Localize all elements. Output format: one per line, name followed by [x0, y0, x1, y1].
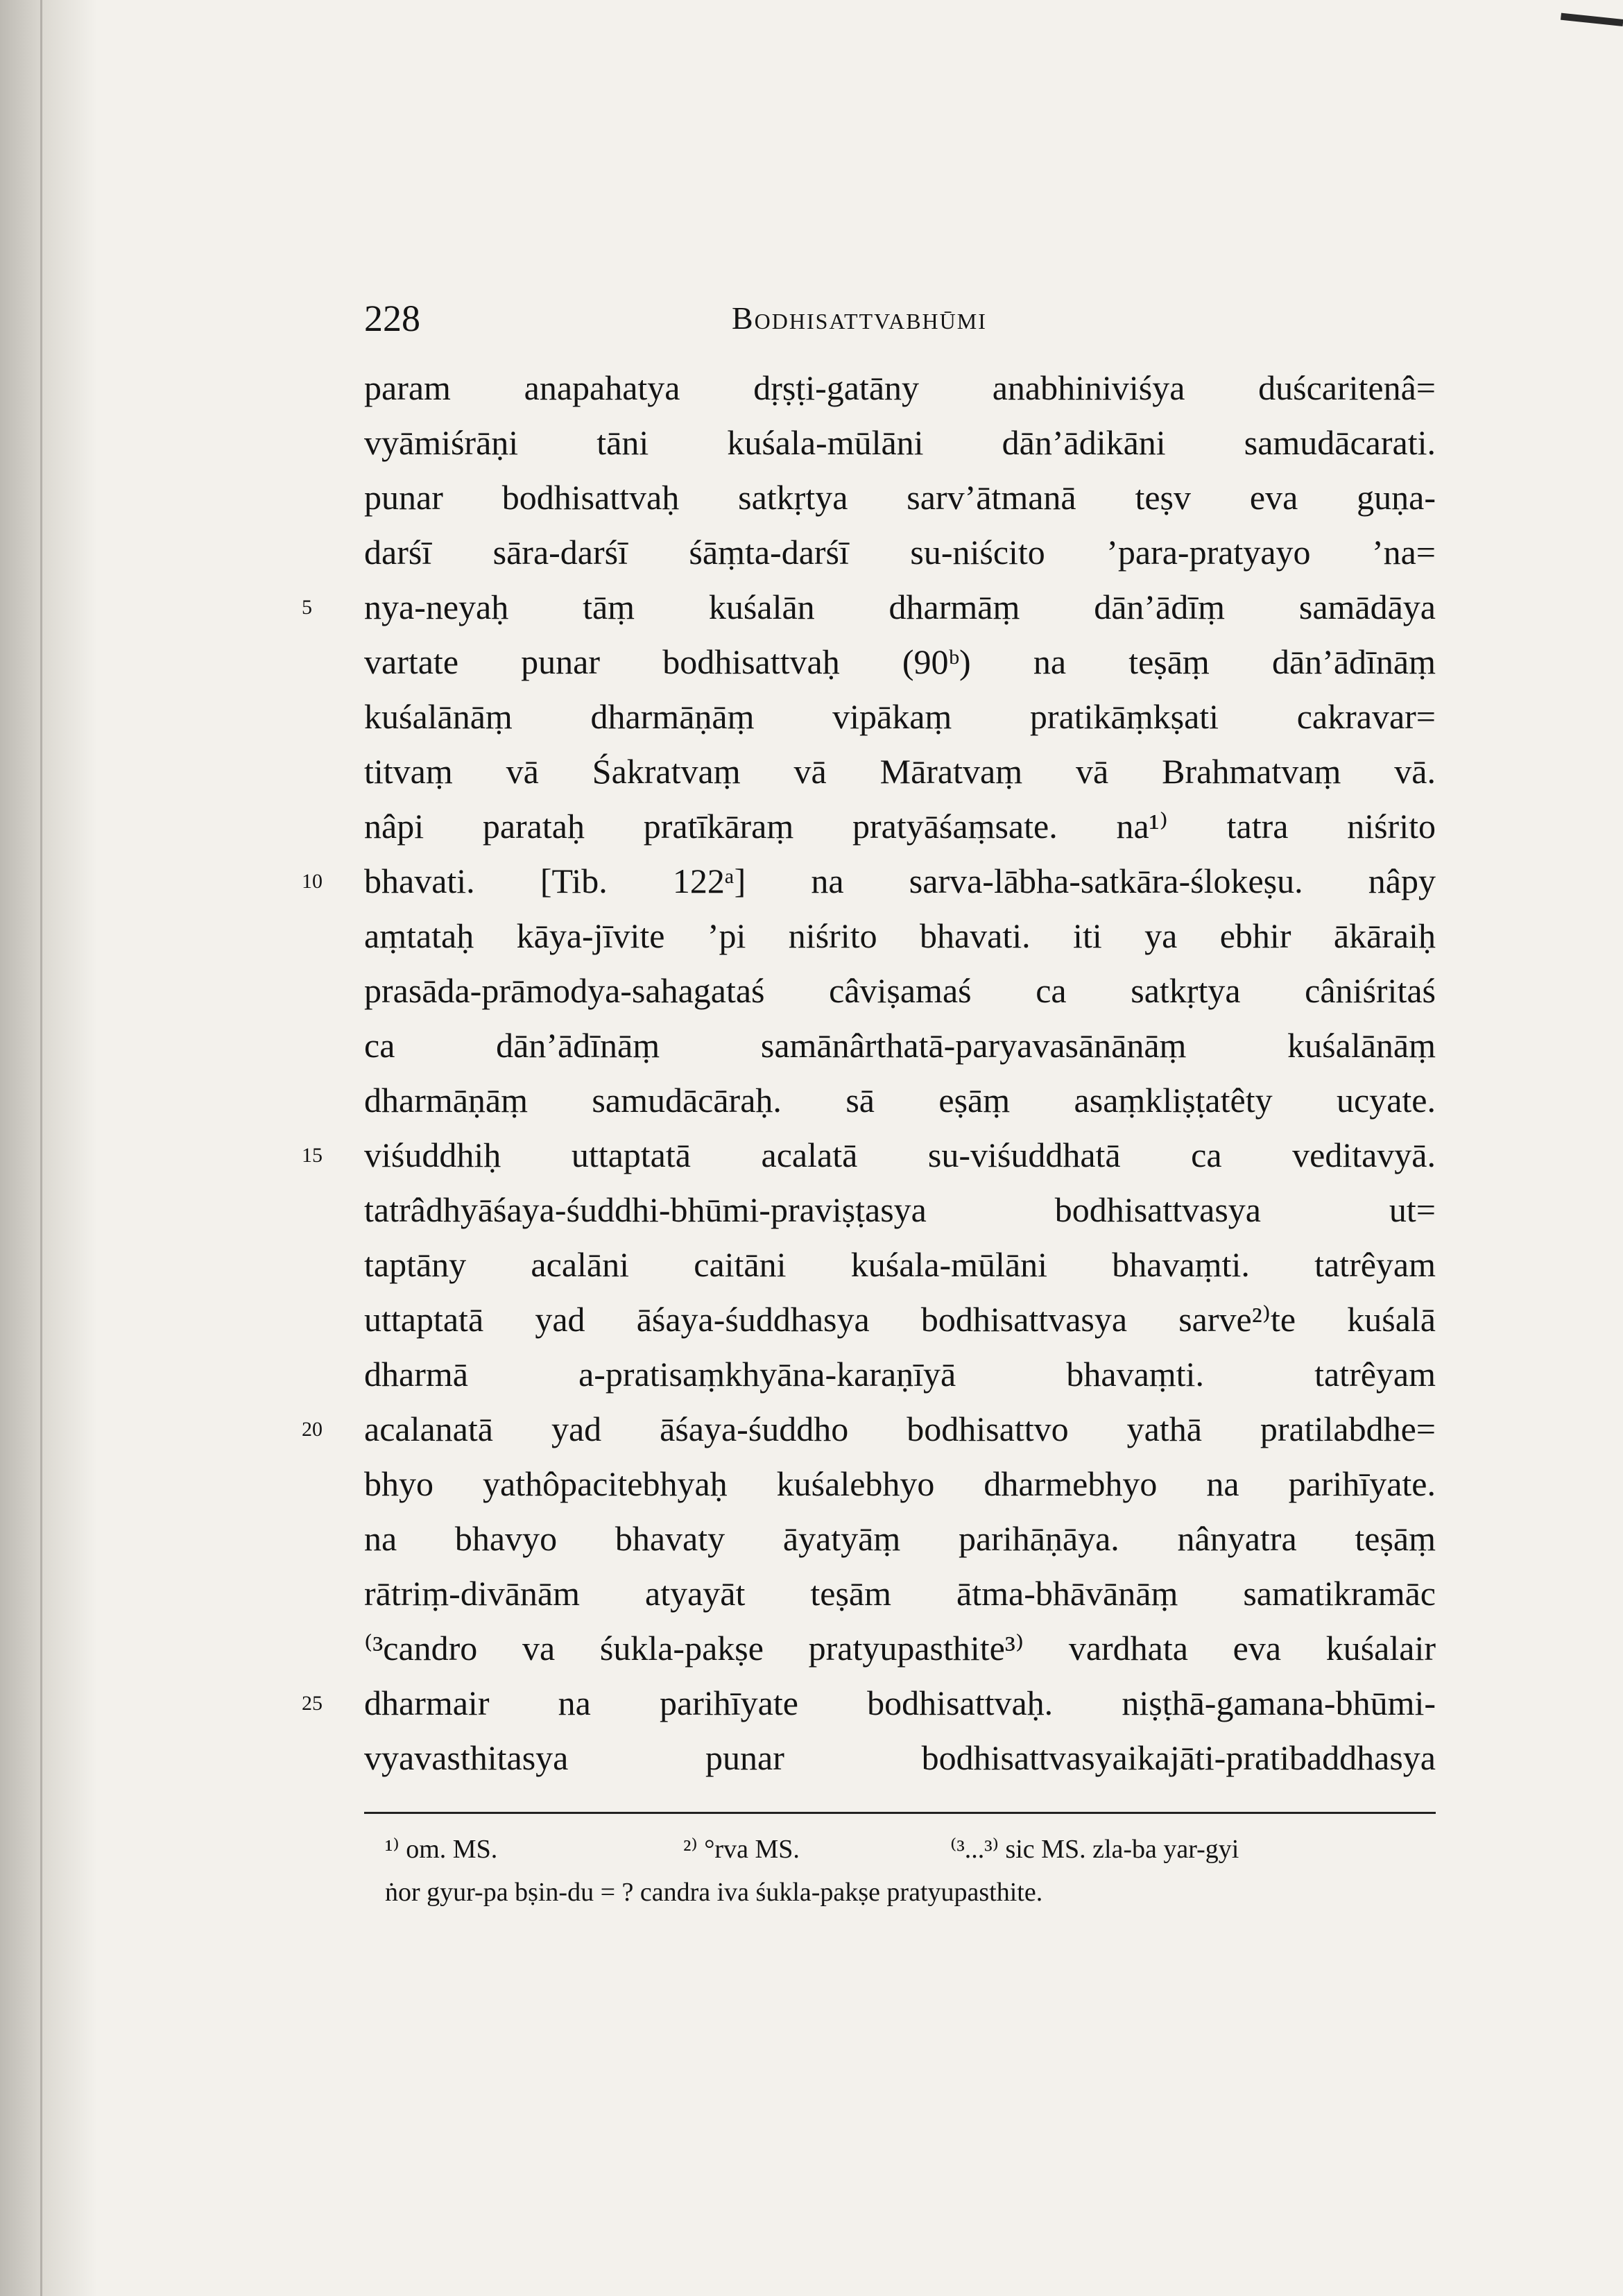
text-line [364, 1731, 1436, 1785]
footnote-2: ²⁾ °rva MS. [683, 1835, 800, 1864]
line-number: 10 [302, 870, 323, 893]
text-line [302, 580, 1436, 635]
text-line [364, 1457, 1436, 1511]
line-text: tatrâdhyāśaya-śuddhi-bhūmi-praviṣṭasya bodhisattvasya ut= [364, 1190, 1436, 1229]
line-number: 20 [302, 1418, 323, 1441]
line-text: taptāny acalāni caitāni kuśala-mūlāni bhavaṃti. tatrêyam [364, 1245, 1436, 1284]
footnote-3-continuation: ṅor gyur-pa bṣin-du = ? candra iva śukla-pakṣe pratyupasthite. [385, 1878, 1043, 1907]
text-line [302, 1128, 1436, 1183]
text-line [364, 1237, 1436, 1292]
gutter-binding-line [40, 0, 42, 2296]
text-line [364, 470, 1436, 525]
text-line [364, 1018, 1436, 1073]
line-text: vartate punar bodhisattvaḥ (90ᵇ) na teṣāṃ dān’ādīnāṃ [364, 642, 1436, 681]
line-text: dharmāṇāṃ samudācāraḥ. sā eṣāṃ asaṃkliṣṭatêty ucyate. [364, 1081, 1436, 1120]
line-text: darśī sāra-darśī śāṃta-darśī su-niścito ’para-pratyayo ’na= [364, 533, 1436, 572]
text-line [364, 415, 1436, 470]
line-number: 15 [302, 1144, 323, 1167]
text-line [364, 1621, 1436, 1676]
line-text: nya-neyaḥ tāṃ kuśalān dharmāṃ dān’ādīṃ samādāya [364, 588, 1436, 626]
text-line [364, 909, 1436, 963]
line-text: param anapahatya dṛṣṭi-gatāny anabhiniviśya duścaritenâ= [364, 368, 1436, 407]
line-text: bhyo yathôpacitebhyaḥ kuśalebhyo dharmebhyo na parihīyate. [364, 1464, 1436, 1503]
footnote-row-2 [385, 1871, 1436, 1914]
text-line [364, 963, 1436, 1018]
text-line [364, 799, 1436, 854]
text-line [364, 1566, 1436, 1621]
line-text: vyāmiśrāṇi tāni kuśala-mūlāni dān’ādikāni samudācarati. [364, 423, 1436, 462]
text-line [364, 1292, 1436, 1347]
line-text: ca dān’ādīnāṃ samānârthatā-paryavasānānāṃ kuśalānāṃ [364, 1026, 1436, 1065]
line-text: uttaptatā yad āśaya-śuddhasya bodhisattvasya sarve²⁾te kuśalā [364, 1300, 1436, 1339]
line-text: viśuddhiḥ uttaptatā acalatā su-viśuddhatā ca veditavyā. [364, 1136, 1436, 1174]
line-text: vyavasthitasya punar bodhisattvasyaikajāti-pratibaddhasya [364, 1738, 1436, 1777]
line-text: titvaṃ vā Śakratvaṃ vā Māratvaṃ vā Brahmatvaṃ vā. [364, 752, 1436, 791]
page-number: 228 [364, 298, 420, 339]
text-line [364, 1073, 1436, 1128]
text-line [302, 1402, 1436, 1457]
line-text: punar bodhisattvaḥ satkṛtya sarv’ātmanā teṣv eva guṇa- [364, 478, 1436, 517]
line-text: rātriṃ-divānām atyayāt teṣām ātma-bhāvānāṃ samatikramāc [364, 1574, 1436, 1613]
footnote-3: ⁽³...³⁾ sic MS. zla-ba yar-gyi [950, 1835, 1239, 1864]
book-gutter-shadow [0, 0, 97, 2296]
line-number: 25 [302, 1692, 323, 1715]
corner-scan-mark [1561, 13, 1623, 26]
line-text: prasāda-prāmodya-sahagataś câviṣamaś ca satkṛtya câniśritaś [364, 971, 1436, 1010]
text-line [364, 525, 1436, 580]
footnote-row-1 [385, 1828, 1436, 1871]
line-text: nâpi parataḥ pratīkāraṃ pratyāśaṃsate. na¹⁾ tatra niśrito [364, 807, 1436, 846]
text-line [302, 1676, 1436, 1731]
footnote-1: ¹⁾ om. MS. [385, 1835, 498, 1864]
line-text: kuśalānāṃ dharmāṇāṃ vipākaṃ pratikāṃkṣati cakravar= [364, 697, 1436, 736]
line-text: dharmā a-pratisaṃkhyāna-karaṇīyā bhavaṃti. tatrêyam [364, 1355, 1436, 1394]
text-line [364, 1347, 1436, 1402]
text-line [364, 635, 1436, 689]
text-line [364, 1183, 1436, 1237]
line-text: dharmair na parihīyate bodhisattvaḥ. niṣṭhā-gamana-bhūmi- [364, 1684, 1436, 1722]
text-line [364, 361, 1436, 415]
line-text: aṃtataḥ kāya-jīvite ’pi niśrito bhavati. iti ya ebhir ākāraiḥ [364, 916, 1436, 955]
text-line [364, 744, 1436, 799]
line-text: acalanatā yad āśaya-śuddho bodhisattvo yathā pratilabdhe= [364, 1410, 1436, 1448]
running-title: Bodhisattvabhūmi [732, 300, 987, 336]
line-number: 5 [302, 596, 312, 619]
text-line [364, 689, 1436, 744]
footnotes [385, 1828, 1436, 1914]
text-line [302, 854, 1436, 909]
line-text: ⁽³candro va śukla-pakṣe pratyupasthite³⁾ vardhata eva kuśalair [364, 1629, 1436, 1668]
text-line [364, 1511, 1436, 1566]
line-text: bhavati. [Tib. 122ᵃ] na sarva-lābha-satkāra-ślokeṣu. nâpy [364, 862, 1436, 900]
page-header [364, 291, 1432, 347]
line-text: na bhavyo bhavaty āyatyāṃ parihāṇāya. nânyatra teṣāṃ [364, 1519, 1436, 1558]
main-text-block [302, 361, 1436, 1785]
footnote-rule [364, 1812, 1436, 1814]
